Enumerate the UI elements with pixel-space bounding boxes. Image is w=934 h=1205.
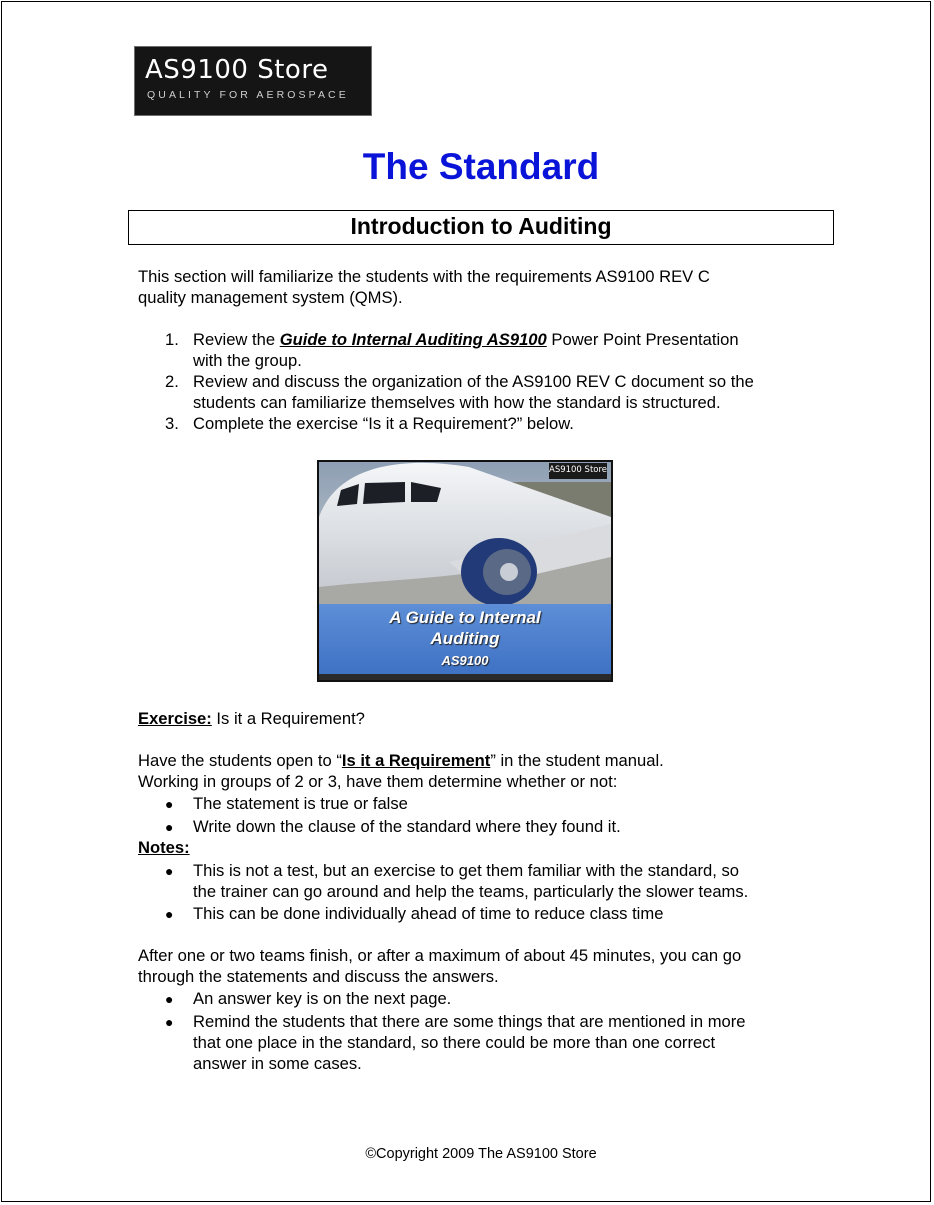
notes-item-1-line-2: the trainer can go around and help the teams, particularly the slower teams. bbox=[193, 882, 749, 901]
cockpit-window-2 bbox=[363, 482, 405, 504]
intro-line-1: This section will familiarize the students with the requirements AS9100 REV C bbox=[138, 267, 710, 286]
step-1-post: Power Point Presentation bbox=[546, 330, 739, 349]
groups-line: Working in groups of 2 or 3, have them determine whether or not: bbox=[138, 772, 618, 791]
guide-cover-image bbox=[317, 460, 613, 682]
after-bullet-1: An answer key is on the next page. bbox=[193, 989, 452, 1008]
as9100-store-logo bbox=[134, 46, 372, 116]
step-1-line-1 bbox=[193, 329, 739, 350]
after-bullet-2-line-1: Remind the students that there are some things that are mentioned in more bbox=[193, 1012, 746, 1031]
bullet-icon: ● bbox=[165, 1014, 174, 1030]
slide-title-line-2: Auditing bbox=[430, 629, 500, 648]
after-line-1: After one or two teams finish, or after a maximum of about 45 minutes, you can go bbox=[138, 946, 742, 965]
bullet-icon: ● bbox=[165, 991, 174, 1007]
step-1-number: 1. bbox=[165, 330, 179, 349]
section-heading: Introduction to Auditing bbox=[128, 210, 834, 245]
slide-title-line-1: A Guide to Internal bbox=[389, 608, 541, 627]
notes-item-1-line-1: This is not a test, but an exercise to get them familiar with the standard, so bbox=[193, 861, 740, 880]
after-bullet-2-line-2: that one place in the standard, so there could be more than one correct bbox=[193, 1033, 716, 1052]
exercise-bullet-1: The statement is true or false bbox=[193, 794, 408, 813]
copyright: ©Copyright 2009 The AS9100 Store bbox=[365, 1146, 597, 1162]
step-2-line-2: students can familiarize themselves with how the standard is structured. bbox=[193, 393, 721, 412]
open-pre: Have the students open to “ bbox=[138, 751, 342, 770]
open-post: ” in the student manual. bbox=[490, 751, 664, 770]
notes-item-2: This can be done individually ahead of time to reduce class time bbox=[193, 904, 664, 923]
guide-to-internal-auditing-link[interactable]: Guide to Internal Auditing AS9100 bbox=[279, 330, 547, 349]
logo-name: AS9100 Store bbox=[145, 55, 329, 85]
slide-logo: AS9100 Store bbox=[549, 463, 607, 479]
is-it-a-requirement-link[interactable]: Is it a Requirement bbox=[341, 751, 491, 770]
exercise-label: Exercise: bbox=[138, 709, 212, 728]
open-line bbox=[138, 750, 664, 771]
exercise-line bbox=[138, 708, 365, 729]
slide-footer bbox=[319, 674, 611, 682]
step-3-line-1: Complete the exercise “Is it a Requirement?” below. bbox=[193, 414, 574, 433]
step-1-pre: Review the bbox=[193, 330, 280, 349]
page-title: The Standard bbox=[362, 146, 600, 187]
notes-label: Notes: bbox=[138, 838, 190, 857]
bullet-icon: ● bbox=[165, 819, 174, 835]
engine-spinner bbox=[500, 563, 518, 581]
bullet-icon: ● bbox=[165, 906, 174, 922]
bullet-icon: ● bbox=[165, 796, 174, 812]
bullet-icon: ● bbox=[165, 863, 174, 879]
after-bullet-2-line-3: answer in some cases. bbox=[193, 1054, 362, 1073]
intro-line-2: quality management system (QMS). bbox=[138, 288, 403, 307]
step-2-line-1: Review and discuss the organization of the AS9100 REV C document so the bbox=[193, 372, 754, 391]
after-line-2: through the statements and discuss the answers. bbox=[138, 967, 499, 986]
step-2-number: 2. bbox=[165, 372, 179, 391]
step-3-number: 3. bbox=[165, 414, 179, 433]
step-1-line-2: with the group. bbox=[193, 351, 302, 370]
exercise-bullet-2: Write down the clause of the standard where they found it. bbox=[193, 817, 621, 836]
logo-tagline: QUALITY FOR AEROSPACE bbox=[147, 89, 349, 101]
exercise-text: Is it a Requirement? bbox=[211, 709, 365, 728]
slide-title-line-3: AS9100 bbox=[441, 653, 489, 668]
